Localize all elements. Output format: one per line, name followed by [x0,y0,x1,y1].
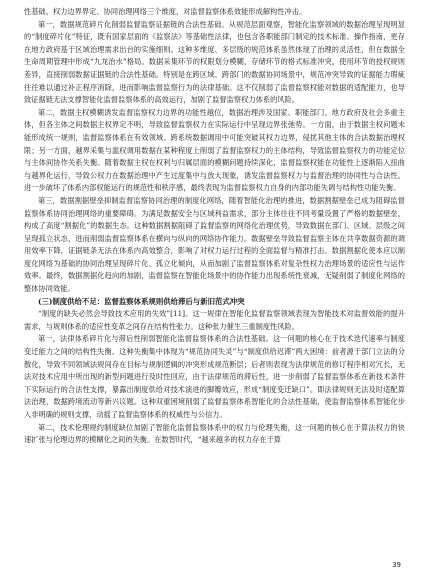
page-number: 39 [392,561,401,569]
body-paragraph-continued: 性基础、权力边界界定、协同治理网络三个维度，对监督监察体系效能形成解构性冲击。 [24,7,307,16]
body-paragraph-data-sovereignty: 第二，数据主权模糊诱发监督监察权力边界的功能性越位，数据治理涉及国家、职能部门、地方政府及社会多重主体，但各主体之间数据主权界定不明，导致监督监察权力在实际运行中呈现边界张弛势。一方面，由于数据主权问题未能形成统一规则，监督监察体系在有效领域、跨系统数据调用中可能突破其权力边界，侵扰其他主体的合法数据治理权限；另一方面，越界采集与滥权调用数据在某种程度上削弱了监督监察权力的主体结构，导致监督监察权力的功能定位与主体间协作关系失衡。随着数据主权在权利与归属层面的模糊问题持续深化，监督监察权能在功能性上逐渐陷入扭曲与越界化运行，导致公权力在数据治理中产生过度集中与放大现象，诱发监督监察权力与监督治理的协同性与合法性。进一步破坏了体系内部权能运行的规范性和秩序感，最终表现为监督监察权力自身的内部功能失调与结构性功能失衡。 [24,107,405,193]
body-paragraph-data-silos: 第三，数据割据壁垒抑制监督监察协同治理的制度化网络，随着智能化治理的推进，数据割据壁垒已成为阻碍监督监察体系协同治理网络的重要障碍。为满足数据安全与区域利益需求，部分主体往往不同考量设置了严格的数据壁垒，构成了高度“割据化”的数据生态。这种数据割据阻碍了监督监察的网络化治理优势，导致数据在部门、区域、层级之间呈现孤立状态，进而削弱监督监察体系在横向与纵向的网络协作能力。数据壁垒导致监督监察主体在共享数据资源的调用效率下降，证据链条无法在体系内高效整合，影响了对权力运行过程的全面监督与精准打击。数据割据化使本应以制度化网络为基础的协同治理呈现碎片化、孤立化倾向，从而加剧了监督监察体系对复杂性权力治理场景的适应性与运作效率。最终，数据割据化趋向的加剧，监督监察在智能化场景中的协作能力出现系统性衰减，无疑削弱了制度化网络的整体协同效能。 [24,195,405,294]
section-heading: (三)制度供给不足：监督监察体系规则供给滞后与新旧范式冲突 [38,296,245,306]
body-paragraph-institutional-risk: “制度的缺失必然会导致技术应用的失效”[11]。这一规律在智能化监督监察领域表现为智能技术对监督效能的提升需求，与规则体系的适应性变革之间存在结构性张力。这种张力催生三重制度性风险。 [24,309,405,331]
body-paragraph-data-norms: 第一，数据规范碎片化削弱监督监察证据链的合法性基础。从规范层面观察，智能化监察领域的数据治理呈现明显的“制度碎片化”特征，既有国家层面的《监察法》等基础性法律，也包含各职能部门制定的技术标准、操作指南，更存在地方政府基于区域治理需求出台的实施细则。这种多维度、多层级的规范体系虽然体现了治理的灵活性，但在数据全生命周期管理中形成“九龙治水”格局。数据采集环节的权限划分模糊，存储环节的格式标准冲突，使用环节的授权规则差异，直接削弱数据证据链的合法性基础。特别是在跨区域、跨部门的数据协同场景中，规范冲突导致的证据能力瑕疵往往难以通过补正程序消除，进而影响监督监察行为的法律基础。这不仅削弱了监督监察权能对数据的适配能力，也导致证据链无法支撑智能化监督监察体系的高效运行，加剧了监督监察权力体系的风险。 [24,19,405,105]
body-paragraph-legal-fragmentation: 第一，法律体系碎片化与滞后性削弱智能化监督监察体系的合法性基础。这一问题的核心在于技术迭代速率与制度变迁能力之间的结构性失衡。这种失衡集中体现为“规范协同失灵”与“制度供给迟滞”两大困境：前者源于部门立法的分散化，导致不同领域法规间存在目标与规制逻辑的冲突形成规范断层；后者则表现为法律规范的修订程序相对冗长，无法对技术应用中所出现的新型问题进行及时性回应，由于法律规范的滞后性，进一步削弱了监督监察体系在新技术条件下实际运行的合法性支撑，暴露出制度供给对技术演进的脚瓣效应，形成“制度变迁缺口”。即法律规则无法及时适配算法治理、数据跨境流动等新兴议题。这种双重困境削弱了监督监察体系智能化的合法性基础，使监督监察体系智能化步入非明确的规则支撑，动摇了监督监察体系的权威性与公信力。 [24,334,405,419]
body-paragraph-tech-ethics: 第二，技术伦理规约制度缺位加剧了智能化监督监察体系中的权力与伦理失衡，这一问题的核心在于算法权力的快速扩张与伦理边界的模糊化之间的失衡。在数智时代，“越来越多的权力存在于算 [24,422,405,445]
